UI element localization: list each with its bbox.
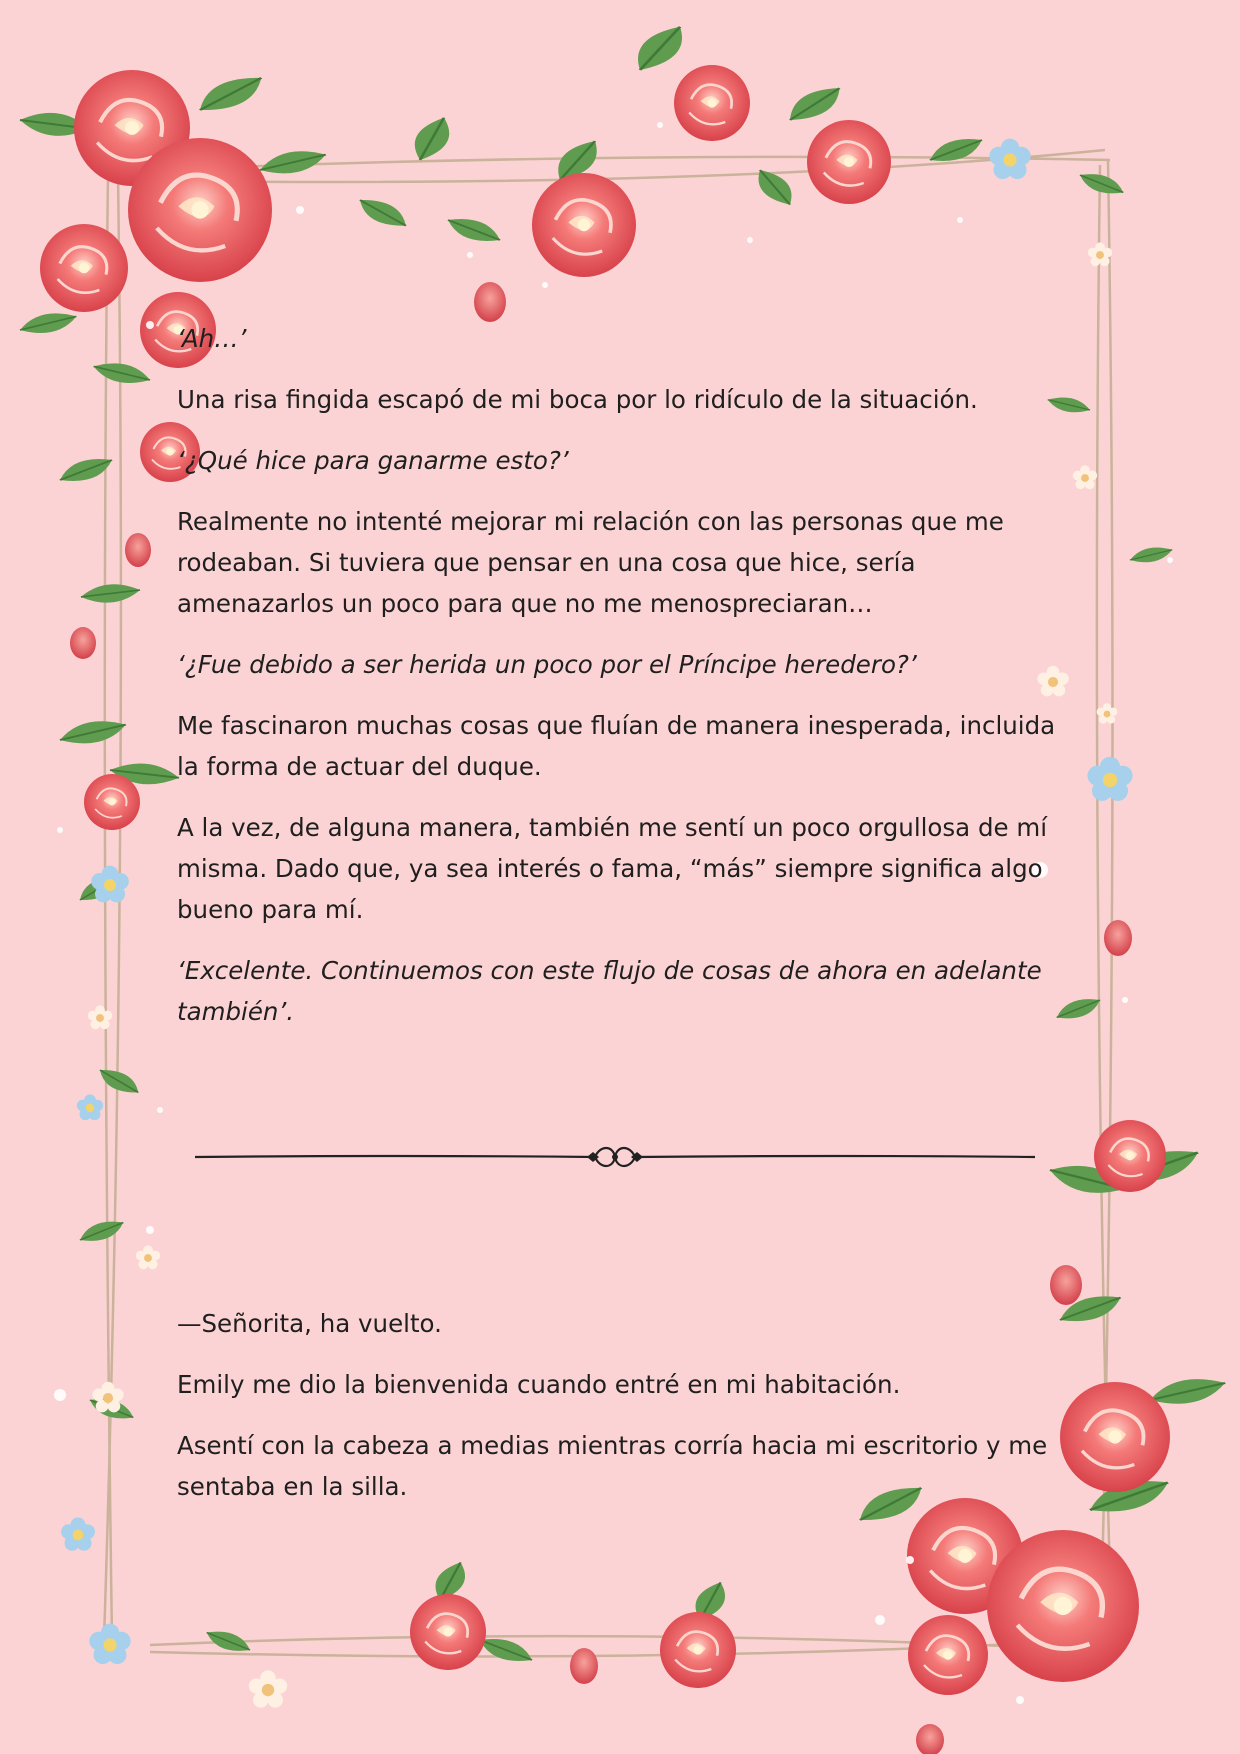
narration-fake-laugh: Una risa fingida escapó de mi boca por lo ridículo de la situación. — [177, 385, 978, 414]
ornamental-divider-icon — [195, 1140, 1035, 1174]
inner-thought-question: ‘¿Qué hice para ganarme esto?’ — [177, 446, 569, 475]
body-text-upper — [177, 318, 1077, 1032]
body-text-lower — [177, 1303, 1077, 1507]
narration-relationships: Realmente no intenté mejorar mi relación con las personas que me rodeaban. Si tuviera que pensar en una cosa que hice, sería amenazarlos un poco para que no me menospreciaran… — [177, 507, 1004, 618]
inner-thought-ah: ‘Ah…’ — [177, 324, 247, 353]
narration-emily: Emily me dio la bienvenida cuando entré en mi habitación. — [177, 1370, 901, 1399]
inner-thought-excellent: ‘Excelente. Continuemos con este flujo de cosas de ahora en adelante también’. — [177, 956, 1042, 1026]
dialogue-welcome: —Señorita, ha vuelto. — [177, 1309, 442, 1338]
narration-desk: Asentí con la cabeza a medias mientras corría hacia mi escritorio y me sentaba en la silla. — [177, 1431, 1048, 1501]
narration-fascinated: Me fascinaron muchas cosas que fluían de manera inesperada, incluida la forma de actuar del duque. — [177, 711, 1056, 781]
inner-thought-prince: ‘¿Fue debido a ser herida un poco por el Príncipe heredero?’ — [177, 650, 917, 679]
narration-proud: A la vez, de alguna manera, también me sentí un poco orgullosa de mí misma. Dado que, ya sea interés o fama, “más” siempre significa algo bueno para mí. — [177, 813, 1048, 924]
